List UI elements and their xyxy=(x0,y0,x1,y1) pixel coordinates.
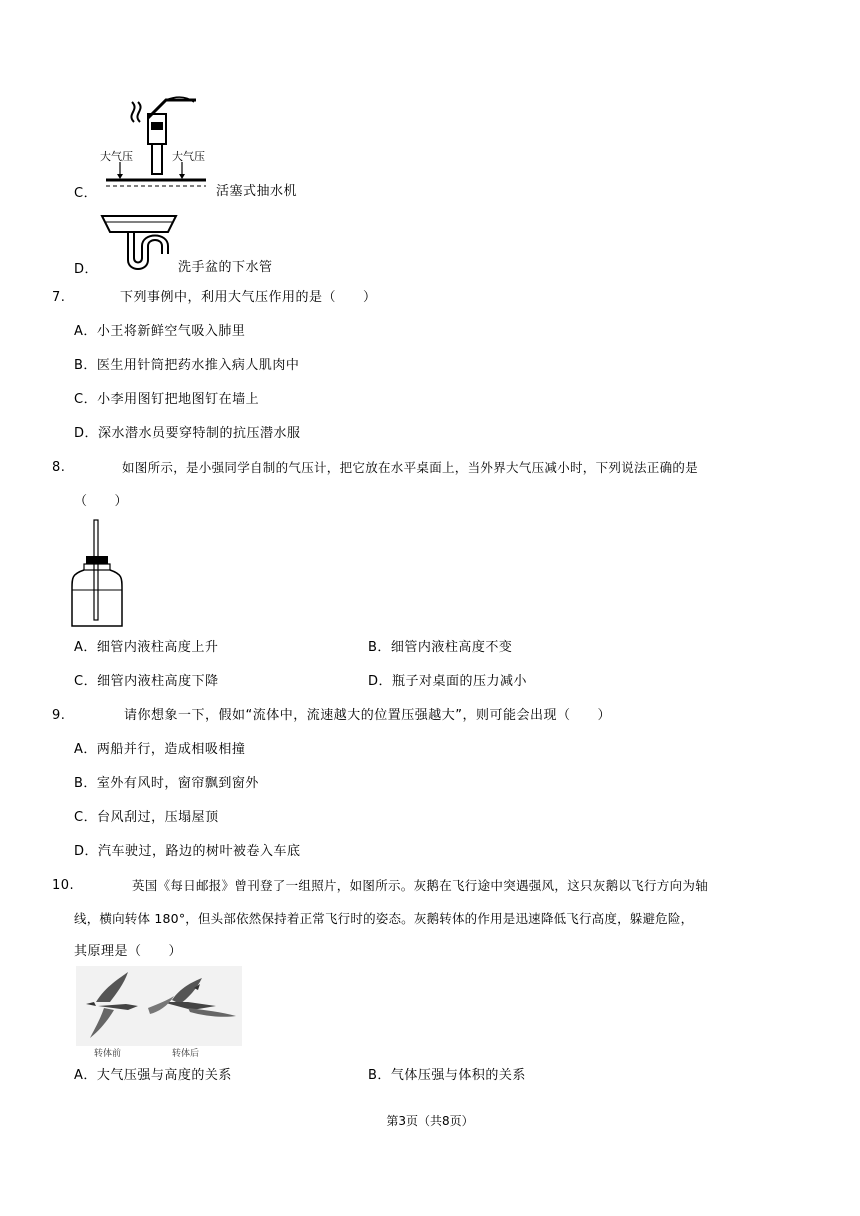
q8-stem-line1: 如图所示，是小强同学自制的气压计，把它放在水平桌面上，当外界大气压减小时，下列说法正确的是 xyxy=(122,460,699,475)
q9-stem: 请你想象一下，假如“流体中，流速越大的位置压强越大”，则可能会出现（ ） xyxy=(124,708,611,723)
option-c-letter: C． xyxy=(74,186,98,201)
q9-option-d: D．汽车驶过，路边的树叶被卷入车底 xyxy=(74,844,301,859)
barometer-bottle-figure xyxy=(68,518,128,630)
q8-number: 8. xyxy=(52,460,66,475)
pump-label-left: 大气压 xyxy=(100,150,133,163)
q10-option-b: B．气体压强与体积的关系 xyxy=(368,1068,526,1083)
q8-option-c: C．细管内液柱高度下降 xyxy=(74,674,219,689)
q7-option-c: C．小李用图钉把地图钉在墙上 xyxy=(74,392,260,407)
q7-option-a: A．小王将新鲜空气吸入肺里 xyxy=(74,324,246,339)
piston-pump-figure xyxy=(96,92,216,192)
q9-option-a: A．两船并行，造成相吸相撞 xyxy=(74,742,246,757)
q8-option-d: D．瓶子对桌面的压力减小 xyxy=(368,674,528,689)
q10-stem-line3: 其原理是（ ） xyxy=(74,944,183,959)
q9-number: 9. xyxy=(52,708,66,723)
option-c-caption: 活塞式抽水机 xyxy=(216,184,298,199)
q10-option-a: A．大气压强与高度的关系 xyxy=(74,1068,232,1083)
goose-label-before: 转体前 xyxy=(94,1049,122,1059)
q8-option-b: B．细管内液柱高度不变 xyxy=(368,640,513,655)
q9-option-b: B．室外有风时，窗帘飘到窗外 xyxy=(74,776,259,791)
q8-option-a: A．细管内液柱高度上升 xyxy=(74,640,219,655)
q7-option-d: D．深水潜水员要穿特制的抗压潜水服 xyxy=(74,426,301,441)
pump-label-right: 大气压 xyxy=(172,150,205,163)
q9-option-c: C．台风刮过，压塌屋顶 xyxy=(74,810,219,825)
option-d-caption: 洗手盆的下水管 xyxy=(178,260,273,275)
page-footer: 第3页（共8页） xyxy=(386,1114,474,1128)
q8-stem-line2: （ ） xyxy=(74,494,129,509)
sink-drain-figure xyxy=(100,212,180,274)
q10-stem-line1: 英国《每日邮报》曾刊登了一组照片，如图所示。灰鹅在飞行途中突遇强风，这只灰鹅以飞行方向为轴 xyxy=(132,878,709,893)
goose-label-after: 转体后 xyxy=(172,1049,200,1059)
q7-stem: 下列事例中，利用大气压作用的是（ ） xyxy=(120,290,377,305)
q10-stem-line2: 线，横向转体 180°，但头部依然保持着正常飞行时的姿态。灰鹅转体的作用是迅速降低飞行高度，躲避危险， xyxy=(74,911,694,926)
goose-photo-figure xyxy=(76,966,242,1046)
q7-option-b: B．医生用针筒把药水推入病人肌肉中 xyxy=(74,358,300,373)
option-d-letter: D． xyxy=(74,262,99,277)
q10-number: 10. xyxy=(52,878,75,893)
q7-number: 7. xyxy=(52,290,66,305)
